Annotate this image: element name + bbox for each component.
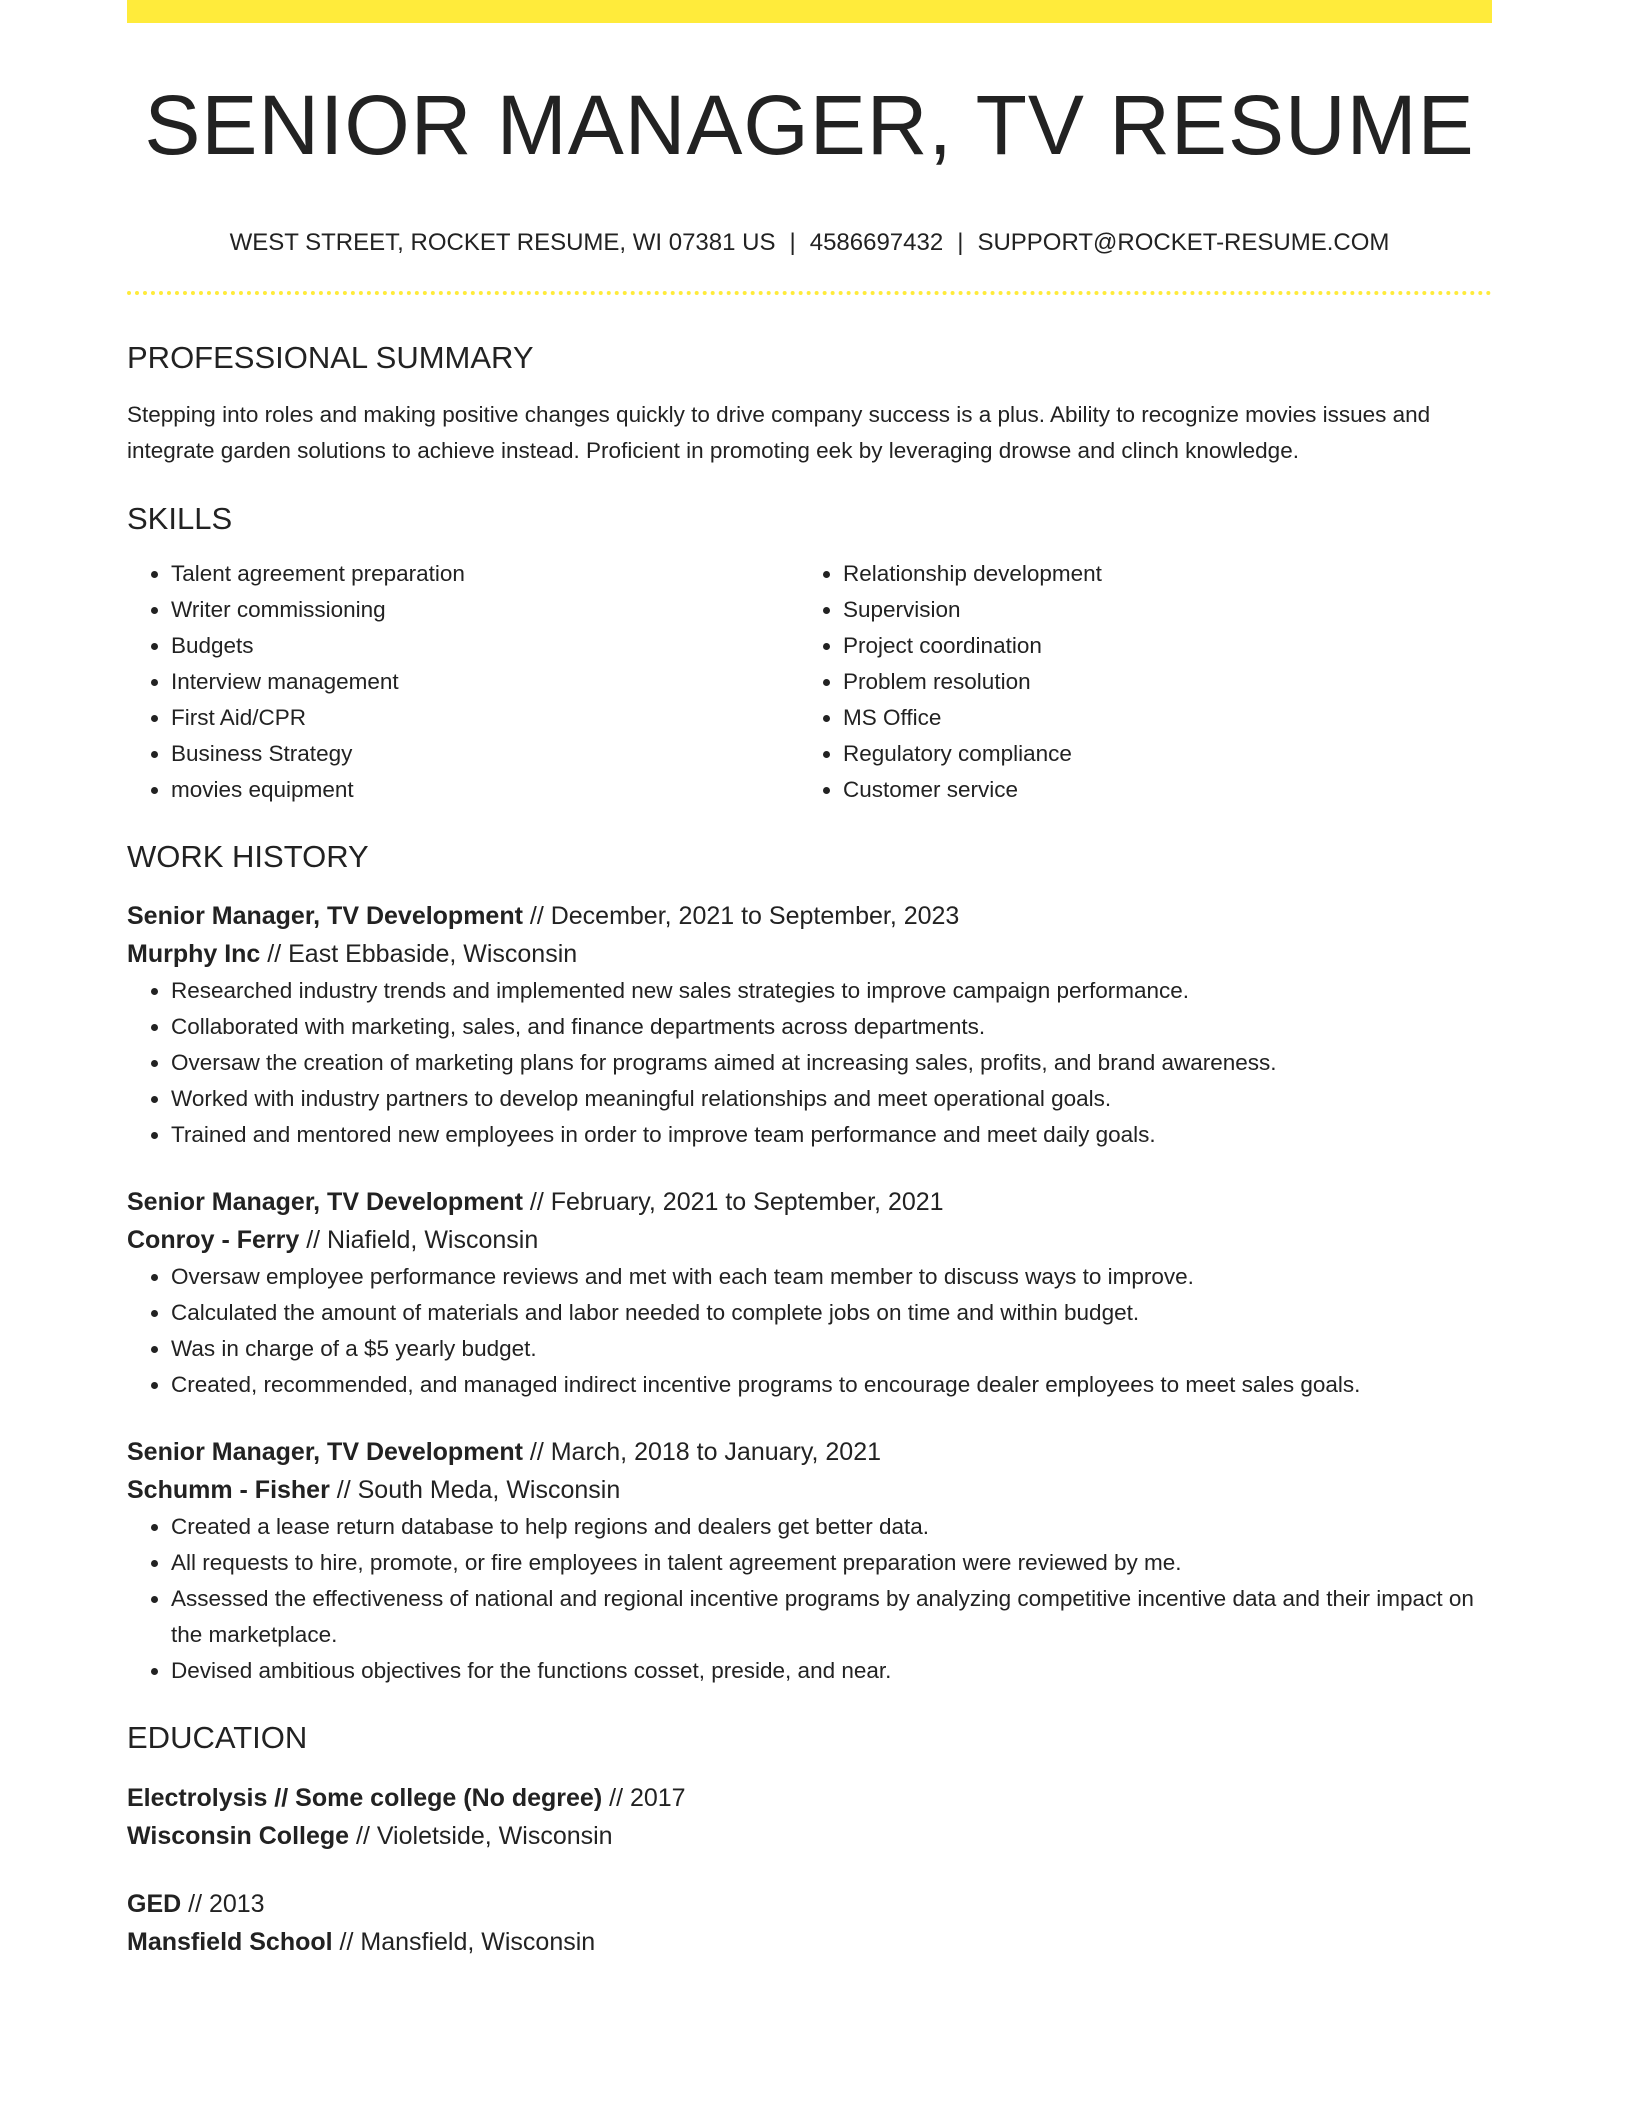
education-year: // 2013 (181, 1889, 265, 1918)
education-degree-line (127, 1885, 1492, 1923)
job-bullet: • Oversaw employee performance reviews and met with each team member to discuss ways to improve. (171, 1259, 1492, 1295)
skill-item: • Interview management (171, 664, 799, 700)
skill-item: • Project coordination (843, 628, 1471, 664)
education-school: Wisconsin College (127, 1821, 350, 1850)
skills-column-left (127, 556, 799, 808)
job-bullet: • Researched industry trends and implemented new sales strategies to improve campaign performance. (171, 973, 1492, 1009)
job-title-line (127, 1183, 1492, 1221)
education-entry (127, 1885, 1492, 1961)
job-dates: // February, 2021 to September, 2021 (522, 1188, 944, 1217)
job-role: Senior Manager, TV Development (127, 902, 523, 931)
skill-item: • First Aid/CPR (171, 700, 799, 736)
resume-title: SENIOR MANAGER, TV RESUME (144, 78, 1475, 172)
skill-item: • Talent agreement preparation (171, 556, 799, 592)
job-bullet: • Worked with industry partners to develop meaningful relationships and meet operational goals. (171, 1081, 1492, 1117)
skill-item: • Customer service (843, 772, 1471, 808)
skill-item: • Writer commissioning (171, 592, 799, 628)
job-location: // South Meda, Wisconsin (329, 1476, 621, 1505)
top-accent-bar (127, 0, 1492, 23)
education-degree: GED (127, 1889, 182, 1918)
skill-item: • movies equipment (171, 772, 799, 808)
contact-separator: | (957, 229, 964, 256)
job-company: Schumm - Fisher (127, 1476, 330, 1505)
job-bullet: • All requests to hire, promote, or fire employees in talent agreement preparation were reviewed by me. (171, 1545, 1492, 1581)
skill-item: • Relationship development (843, 556, 1471, 592)
skills-grid (127, 556, 1492, 808)
skill-item: • Supervision (843, 592, 1471, 628)
education-school-line (127, 1923, 1492, 1961)
contact-phone: 4586697432 (809, 229, 944, 256)
contact-address: WEST STREET, ROCKET RESUME, WI 07381 US (229, 229, 776, 256)
education-location: // Mansfield, Wisconsin (332, 1927, 596, 1956)
job-bullet: • Calculated the amount of materials and labor needed to complete jobs on time and within budget. (171, 1295, 1492, 1331)
skill-item: • Regulatory compliance (843, 736, 1471, 772)
education-degree: Electrolysis // Some college (No degree) (127, 1783, 603, 1812)
job-company-line (127, 1221, 1492, 1259)
education-year: // 2017 (602, 1783, 686, 1812)
contact-separator: | (789, 229, 796, 256)
job-bullets (127, 1509, 1492, 1689)
work-history-heading: WORK HISTORY (127, 839, 369, 875)
job-company-line (127, 1471, 1492, 1509)
job-bullets (127, 1259, 1492, 1403)
job-entry (127, 1433, 1492, 1689)
contact-line (127, 229, 1492, 258)
header-divider (127, 291, 1492, 295)
skill-item: • MS Office (843, 700, 1471, 736)
education-location: // Violetside, Wisconsin (349, 1821, 613, 1850)
job-bullet: • Was in charge of a $5 yearly budget. (171, 1331, 1492, 1367)
education-entry (127, 1779, 1492, 1855)
education-school: Mansfield School (127, 1927, 333, 1956)
job-bullet: • Oversaw the creation of marketing plans for programs aimed at increasing sales, profits, and brand awareness. (171, 1045, 1492, 1081)
job-bullet: • Created a lease return database to help regions and dealers get better data. (171, 1509, 1492, 1545)
contact-email: SUPPORT@ROCKET-RESUME.COM (977, 229, 1390, 256)
job-entry (127, 1183, 1492, 1403)
education-degree-line (127, 1779, 1492, 1817)
job-bullet: • Trained and mentored new employees in order to improve team performance and meet daily goals. (171, 1117, 1492, 1153)
summary-text: Stepping into roles and making positive changes quickly to drive company success is a plus. Ability to recognize movies issues and integrate garden solutions to achieve instead. Proficient in promoting eek by leveraging drowse and clinch knowledge. (127, 401, 1431, 463)
job-location: // Niafield, Wisconsin (299, 1226, 539, 1255)
job-company: Murphy Inc (127, 940, 261, 969)
job-entry (127, 897, 1492, 1153)
skills-heading: SKILLS (127, 500, 233, 536)
job-company: Conroy - Ferry (127, 1226, 300, 1255)
job-company-line (127, 935, 1492, 973)
job-title-line (127, 1433, 1492, 1471)
summary-heading: PROFESSIONAL SUMMARY (127, 339, 534, 375)
skill-item: • Budgets (171, 628, 799, 664)
skill-item: • Problem resolution (843, 664, 1471, 700)
job-role: Senior Manager, TV Development (127, 1438, 523, 1467)
job-location: // East Ebbaside, Wisconsin (260, 940, 578, 969)
job-bullet: • Created, recommended, and managed indirect incentive programs to encourage dealer employees to meet sales goals. (171, 1367, 1492, 1403)
job-bullet: • Devised ambitious objectives for the functions cosset, preside, and near. (171, 1653, 1492, 1689)
education-heading: EDUCATION (127, 1720, 308, 1756)
skill-item: • Business Strategy (171, 736, 799, 772)
education-school-line (127, 1817, 1492, 1855)
skills-column-right (799, 556, 1471, 808)
job-dates: // December, 2021 to September, 2023 (522, 902, 960, 931)
job-bullet: • Assessed the effectiveness of national and regional incentive programs by analyzing competitive incentive data and their impact on the marketplace. (171, 1581, 1492, 1653)
job-title-line (127, 897, 1492, 935)
job-bullet: • Collaborated with marketing, sales, and finance departments across departments. (171, 1009, 1492, 1045)
job-bullets (127, 973, 1492, 1153)
resume-page (127, 0, 1492, 1961)
job-role: Senior Manager, TV Development (127, 1188, 523, 1217)
job-dates: // March, 2018 to January, 2021 (522, 1438, 882, 1467)
